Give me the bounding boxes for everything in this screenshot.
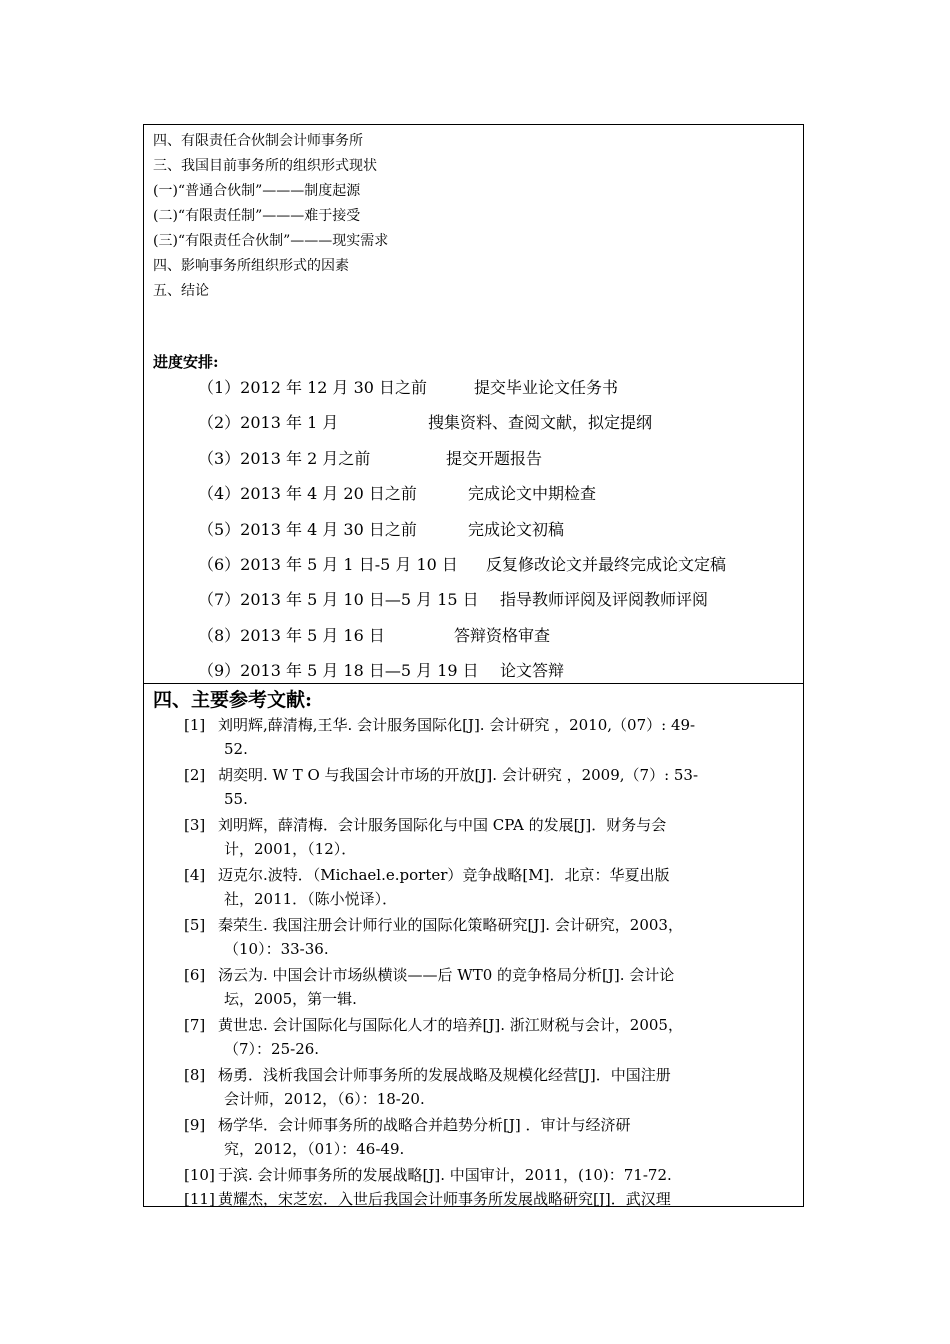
reference-text: 汤云为. 中国会计市场纵横谈——后 WT0 的竞争格局分析[J]. 会计论 [218, 966, 675, 984]
schedule-task: 答辩资格审查 [454, 625, 551, 645]
schedule-title: 进度安排: [153, 353, 219, 371]
schedule-list [198, 373, 727, 692]
schedule-date: （4）2013 年 4 月 20 日之前 [198, 484, 417, 504]
schedule-item [198, 444, 543, 479]
schedule-date: （9）2013 年 5 月 18 日—5 月 19 日 [198, 661, 479, 681]
outline-item: 四、影响事务所组织形式的因素 [153, 258, 349, 274]
reference-text-cont: 坛，2005，第一辑. [224, 990, 357, 1008]
schedule-date: （7）2013 年 5 月 10 日—5 月 15 日 [198, 590, 479, 610]
reference-text: 杨学华．会计师事务所的战略合并趋势分析[J] ．审计与经济研 [218, 1116, 631, 1134]
reference-text: 秦荣生. 我国注册会计师行业的国际化策略研究[J]. 会计研究，2003， [218, 916, 683, 934]
reference-text-cont: 计，2001，（12）． [224, 840, 357, 858]
schedule-task: 提交毕业论文任务书 [474, 378, 619, 397]
reference-text: 胡奕明. W T O 与我国会计市场的开放[J]. 会计研究 ，2009,（7）: 53- [218, 766, 699, 784]
schedule-task: 反复修改论文并最终完成论文定稿 [486, 554, 727, 574]
reference-item [184, 1187, 798, 1211]
reference-number: [3] [184, 816, 206, 834]
reference-item [184, 813, 798, 863]
schedule-task: 提交开题报告 [446, 448, 543, 468]
reference-item [184, 1163, 798, 1187]
reference-number: [10] [184, 1166, 215, 1184]
schedule-date: （5）2013 年 4 月 30 日之前 [198, 519, 417, 539]
reference-text-cont: 52. [224, 740, 248, 758]
outline-item: 三、我国目前事务所的组织形式现状 [153, 158, 377, 174]
reference-text: 刘明辉，薛清梅．会计服务国际化与中国 CPA 的发展[J]．财务与会 [218, 816, 667, 834]
reference-item [184, 713, 798, 763]
reference-number: [11] [184, 1190, 215, 1208]
outline-item: (一)“普通合伙制”———制度起源 [153, 183, 361, 199]
outline-item: 四、有限责任合伙制会计师事务所 [153, 133, 363, 149]
reference-text: 黄世忠. 会计国际化与国际化人才的培养[J]. 浙江财税与会计，2005， [218, 1016, 683, 1034]
schedule-task: 完成论文中期检查 [468, 484, 597, 504]
reference-list [184, 713, 798, 1211]
schedule-date: （1）2012 年 12 月 30 日之前 [198, 378, 428, 397]
reference-item [184, 863, 798, 913]
schedule-task: 指导教师评阅及评阅教师评阅 [500, 590, 709, 610]
schedule-item [198, 515, 565, 550]
reference-number: [9] [184, 1116, 206, 1134]
reference-number: [4] [184, 866, 206, 884]
reference-text-cont: （7）：25-26. [224, 1040, 320, 1058]
reference-text: 于滨. 会计师事务所的发展战略[J]. 中国审计，2011，(10)：71-72. [218, 1166, 672, 1184]
schedule-date: （2）2013 年 1 月 [198, 413, 339, 433]
reference-item [184, 1063, 798, 1113]
outline-item: (三)“有限责任合伙制”———现实需求 [153, 233, 389, 249]
reference-text-cont: 55. [224, 790, 248, 808]
schedule-item [198, 479, 597, 514]
reference-number: [5] [184, 916, 206, 934]
reference-item [184, 1013, 798, 1063]
schedule-task: 搜集资料、查阅文献，拟定提纲 [428, 413, 653, 433]
outline-item: 五、结论 [153, 283, 209, 299]
reference-number: [2] [184, 766, 206, 784]
reference-number: [7] [184, 1016, 206, 1034]
schedule-task: 论文答辩 [500, 661, 565, 681]
schedule-task: 完成论文初稿 [468, 519, 565, 539]
reference-text-cont: 社，2011．（陈小悦译）． [224, 890, 398, 908]
schedule-item [198, 621, 551, 656]
schedule-date: （3）2013 年 2 月之前 [198, 448, 371, 468]
reference-item [184, 963, 798, 1013]
section-divider [144, 683, 803, 684]
reference-text-cont: 会计师，2012，（6）：18-20. [224, 1090, 425, 1108]
reference-number: [8] [184, 1066, 206, 1084]
reference-number: [1] [184, 716, 206, 734]
reference-text-cont: 究，2012，（01）：46-49. [224, 1140, 405, 1158]
reference-text: 黄耀杰，宋芝宏．入世后我国会计师事务所发展战略研究[J]．武汉理 [218, 1190, 671, 1208]
reference-item [184, 763, 798, 813]
schedule-date: （8）2013 年 5 月 16 日 [198, 625, 385, 645]
references-title: 四、主要参考文献: [153, 689, 313, 711]
reference-text: 刘明辉,薛清梅,王华. 会计服务国际化[J]. 会计研究 ，2010,（07）: 49- [218, 716, 696, 734]
reference-item [184, 913, 798, 963]
document-table-frame [143, 124, 804, 1207]
schedule-date: （6）2013 年 5 月 1 日-5 月 10 日 [198, 554, 458, 574]
reference-number: [6] [184, 966, 206, 984]
reference-text-cont: （10）：33-36. [224, 940, 329, 958]
outline-item: (二)“有限责任制”———难于接受 [153, 208, 361, 224]
reference-text: 杨勇．浅析我国会计师事务所的发展战略及规模化经营[J]．中国注册 [218, 1066, 671, 1084]
reference-text: 迈克尔.波特．（Michael.e.porter）竞争战略[M]．北京：华夏出版 [218, 866, 670, 884]
schedule-item [198, 585, 709, 620]
thesis-outline [153, 129, 388, 304]
schedule-item [198, 550, 727, 585]
schedule-item [198, 373, 619, 408]
schedule-item [198, 408, 653, 443]
reference-item [184, 1113, 798, 1163]
